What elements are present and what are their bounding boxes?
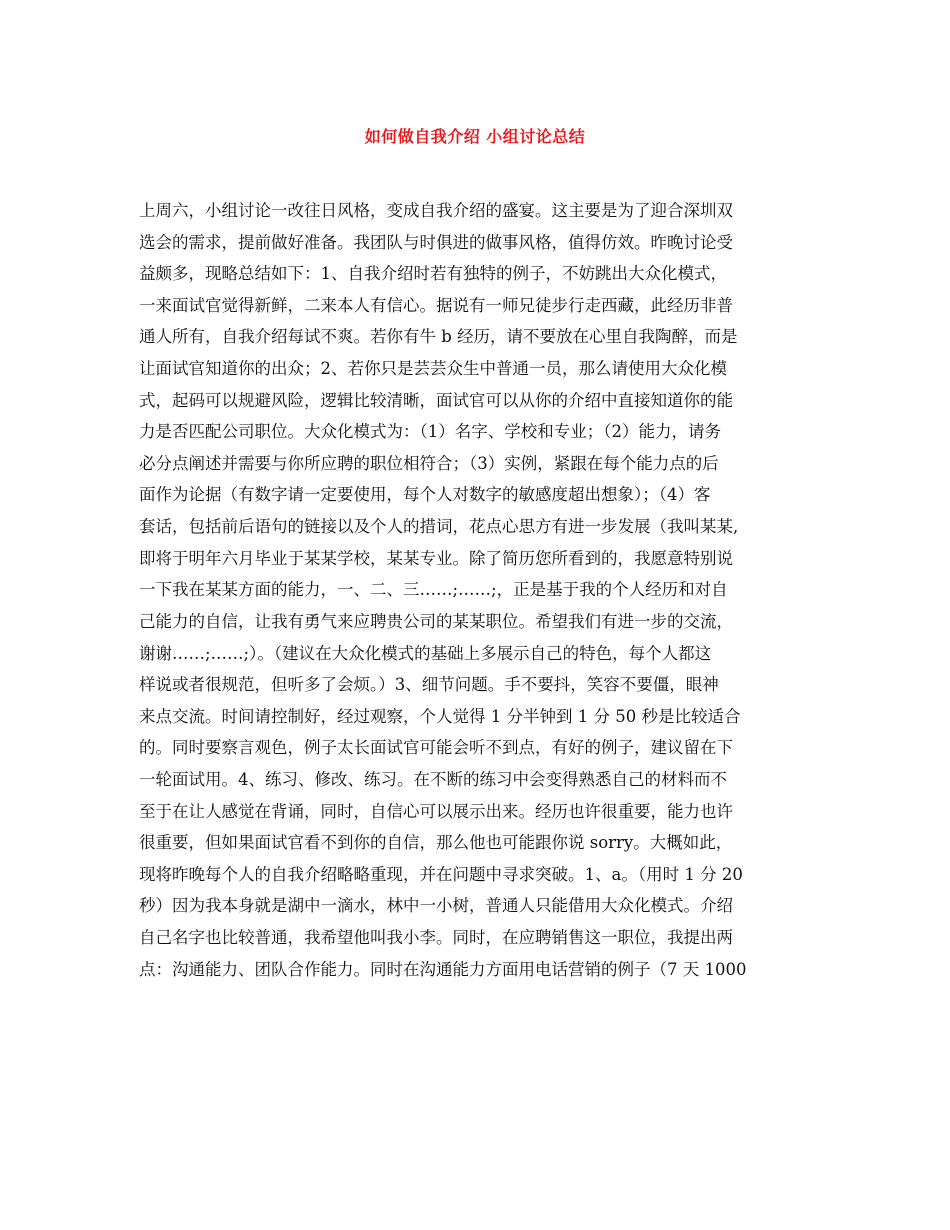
body-line: 让面试官知道你的出众；2、若你只是芸芸众生中普通一员，那么请使用大众化模 — [139, 359, 727, 379]
body-line: 套话，包括前后语句的链接以及个人的措词，花点心思方有进一步发展（我叫某某, — [139, 517, 739, 537]
body-line: 力是否匹配公司职位。大众化模式为：（1）名字、学校和专业；（2）能力，请务 — [139, 422, 721, 442]
body-line: 样说或者很规范，但听多了会烦。）3、细节问题。手不要抖，笑容不要僵，眼神 — [139, 675, 719, 695]
body-line: 来点交流。时间请控制好，经过观察，个人觉得 1 分半钟到 1 分 50 秒是比较适合 — [139, 706, 741, 726]
body-line: 式，起码可以规避风险，逻辑比较清晰，面试官可以从你的介绍中直接知道你的能 — [139, 390, 733, 410]
body-line: 点：沟通能力、团队合作能力。同时在沟通能力方面用电话营销的例子（7 天 1000 — [139, 959, 747, 979]
body-line: 一轮面试用。4、练习、修改、练习。在不断的练习中会变得熟悉自己的材料而不 — [139, 769, 727, 789]
body-line: 面作为论据（有数字请一定要使用，每个人对数字的敏感度超出想象）；（4）客 — [139, 485, 711, 505]
body-line: 现将昨晚每个人的自我介绍略略重现，并在问题中寻求突破。1、a。（用时 1 分 20 — [139, 864, 743, 884]
body-line: 一下我在某某方面的能力，一、二、三……;……;，正是基于我的个人经历和对自 — [139, 580, 728, 600]
body-line: 一来面试官觉得新鲜，二来本人有信心。据说有一师兄徒步行走西藏，此经历非普 — [139, 295, 733, 315]
body-line: 己能力的自信，让我有勇气来应聘贵公司的某某职位。希望我们有进一步的交流， — [139, 611, 733, 631]
body-line: 益颇多，现略总结如下：1、自我介绍时若有独特的例子，不妨跳出大众化模式， — [139, 264, 727, 284]
body-line: 的。同时要察言观色，例子太长面试官可能会听不到点，有好的例子，建议留在下 — [139, 738, 733, 758]
body-line: 通人所有，自我介绍每试不爽。若你有牛 b 经历，请不要放在心里自我陶醉，而是 — [139, 327, 738, 347]
document-title: 如何做自我介绍 小组讨论总结 — [364, 127, 586, 146]
body-line: 很重要，但如果面试官看不到你的自信，那么他也可能跟你说 sorry。大概如此， — [139, 833, 733, 853]
body-line: 必分点阐述并需要与你所应聘的职位相符合；（3）实例，紧跟在每个能力点的后 — [139, 453, 719, 473]
body-line: 谢谢……;……;）。（建议在大众化模式的基础上多展示自己的特色，每个人都这 — [139, 643, 712, 663]
document-body — [139, 195, 817, 985]
body-line: 上周六，小组讨论一改往日风格，变成自我介绍的盛宴。这主要是为了迎合深圳双 — [139, 201, 733, 220]
body-line: 自己名字也比较普通，我希望他叫我小李。同时，在应聘销售这一职位，我提出两 — [139, 928, 733, 948]
body-line: 至于在让人感觉在背诵，同时，自信心可以展示出来。经历也许很重要，能力也许 — [139, 801, 733, 821]
body-line: 选会的需求，提前做好准备。我团队与时俱进的做事风格，值得仿效。昨晚讨论受 — [139, 232, 733, 252]
body-line: 秒）因为我本身就是湖中一滴水，林中一小树，普通人只能借用大众化模式。介绍 — [139, 896, 733, 916]
body-line: 即将于明年六月毕业于某某学校，某某专业。除了简历您所看到的，我愿意特别说 — [139, 548, 733, 568]
